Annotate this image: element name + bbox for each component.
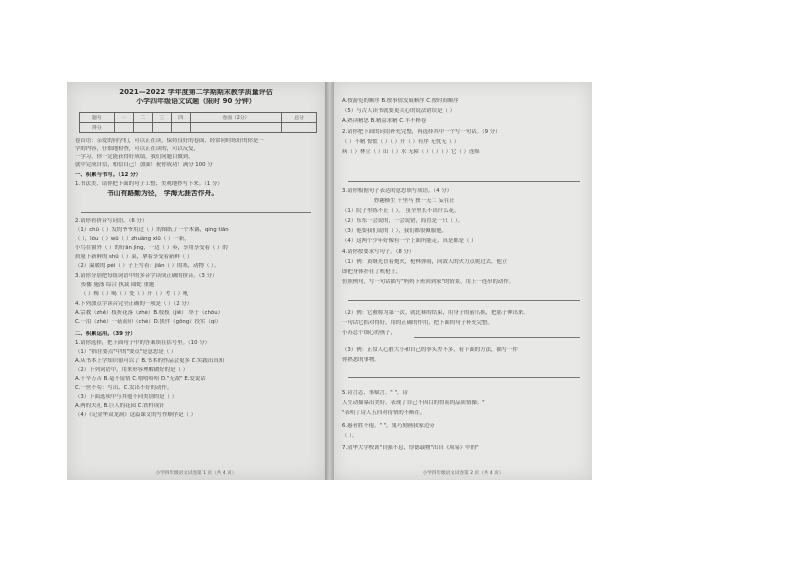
section-heading-1: 一、积累与书写。（12 分） bbox=[75, 172, 141, 178]
question-2c: 小鸟在窗外（ ）的好ān jìng，一边（ ）奏，享用享受着（ ）的 bbox=[75, 245, 228, 251]
question-2b: （ ），lóu（ ）wǔ（ ）zhuāng xiū（ ）一新， bbox=[75, 236, 190, 242]
score-header-cell: 二 bbox=[133, 113, 152, 123]
score-table bbox=[79, 112, 317, 133]
question-line: 小苏总个细心的孩子， bbox=[342, 330, 396, 336]
exam-subtitle: 小学四年级语文试题（限时 90 分钟） bbox=[136, 98, 256, 105]
question-line: （3）他要我们说的（ ），我们都很佩服他。 bbox=[342, 228, 447, 234]
answer-line[interactable] bbox=[348, 300, 580, 301]
polyphone-words: 传播 施涤 综合 执裁 曲蛇 重题 bbox=[81, 282, 155, 288]
instruction-line: 一学习，你一定能获得好成绩，我们同题目做到。 bbox=[75, 154, 194, 160]
question-line: 即把身体扑在了机枪上。 bbox=[342, 269, 402, 275]
question-line: 7.清华大学校训"自强不息，厚德载物"出自《周易》中的" bbox=[342, 445, 479, 451]
question-line: （5）与古人读书就要更关心的说法错误是（ ） bbox=[342, 108, 455, 114]
question-line: "表明了诗人五四对待情的不断在。 bbox=[342, 410, 426, 416]
question-line: 3.请你根据句子表达的意思填写成语。（4 分） bbox=[342, 188, 453, 194]
copy-sentence: 书山有路勤为径， 学海无涯苦作舟。 bbox=[107, 190, 219, 197]
blank-line: 病（ ）林立（ ）山（ ）水 无障（ ）（ ）（ ）它（ ）连绵 bbox=[342, 149, 480, 155]
question-line: 一句话它抓对得好，用的正确的作用，把下面的句子补充完整。 bbox=[342, 320, 493, 326]
page-footer: 小学四年级语文试卷第 2 页（共 4 页） bbox=[422, 471, 504, 476]
score-row-label: 得分 bbox=[80, 123, 115, 133]
option-line: A.熟读精思 B.精益求精 C.半不释卷 bbox=[342, 118, 427, 124]
score-header-cell: 一 bbox=[114, 113, 133, 123]
question-4-options-a: A.宗教（zhě）枝折花落（zhé）B.枝枝（jiē） 举于（chōu） bbox=[75, 310, 223, 316]
score-header-cell: 总分 bbox=[282, 113, 317, 123]
question-5d: A.千辛万苦 B.毫不留情 C.嘻嘻哈哈 D."无敌" E.爱说话 bbox=[75, 376, 206, 382]
question-4: 4.下列加点字读音完全正确的一项是（ ）（2 分） bbox=[75, 301, 193, 307]
score-cell[interactable] bbox=[282, 123, 317, 133]
question-5g: A.两的夫孔 B.巨人的花园 C.铁杵成针 bbox=[75, 403, 165, 409]
score-header-cell: 三 bbox=[152, 113, 171, 123]
score-header-cell: 题号 bbox=[80, 113, 115, 123]
question-5c: （2）下列词语中，用来形容理解做好的是（ ） bbox=[75, 367, 188, 373]
answer-line[interactable] bbox=[414, 337, 580, 338]
question-4-options-b: C.一泪（zhè）一菇而印（chè）D.狭伴（gōng）投实（qí） bbox=[75, 319, 222, 325]
question-5a: （1）"抓住要点"中的"要点"是意思是（ ） bbox=[75, 349, 177, 355]
answer-line[interactable] bbox=[348, 181, 580, 182]
score-header-cell: 四 bbox=[171, 113, 190, 123]
question-5b: A.从书本上学知识很可以了 B.书本的作品会更多 C.实践出真知 bbox=[75, 358, 224, 364]
exam-title: 2021—2022 学年度第二学期期末教学质量评估 bbox=[119, 89, 273, 96]
score-table-header-row bbox=[80, 113, 317, 123]
instruction-line: 卷首语：亲爱的同学们，可以正在读，保持良好的卷面，经常同时练好的你是一 bbox=[75, 138, 264, 144]
question-2: 2.请你看拼音写词语。（6 分） bbox=[75, 218, 148, 224]
question-2a: （1）chū（ ）发的爷爷用过（ ）的图纸了一个木偶，qíng tiān bbox=[75, 227, 229, 233]
question-5: 1.请你选择，把下面句子中的答案填在括号里。（10 分） bbox=[75, 340, 211, 346]
question-line: 6.惠者胜不倦，" "，鬼巧刻画我家边旁 bbox=[342, 423, 435, 429]
question-2e: （2）温暖的 péi（ ）子上写着：jiǎn（ ）的寒，动物（ ）。 bbox=[75, 263, 220, 269]
page-footer: 小学四年级语文试卷第 1 页（共 4 页） bbox=[155, 471, 237, 476]
question-line: （3）例：正常人心脏大小和自己的拳头差不多，看下面的方法，描写一件 bbox=[342, 347, 518, 353]
question-line: （1）院子里练不止（ ）。 虽全里长不出什么花。 bbox=[342, 208, 460, 214]
score-table-row bbox=[80, 123, 317, 133]
question-line: （2）例：它被称为第一次。就比赛的结束，用身子的前爪抓，把那子伸出来。 bbox=[342, 310, 529, 316]
section-heading-2: 二、积累运用。（39 分） bbox=[75, 331, 136, 337]
question-3: 3.请你分别把每组词语中的多音字读成正确的拼音。（3 分） bbox=[75, 273, 218, 279]
question-line: 2.请你把下面的词语补充完整，再选择其中一个写一句话。（9 分） bbox=[342, 129, 501, 135]
question-line: 4.请你按要求写句子。（8 分） bbox=[342, 249, 415, 255]
instruction-line: 学的内容，仔细地检查，可以正在读的，可以反复， bbox=[75, 146, 199, 152]
question-line: 人生动描摹出美好。表现了自己不因目的得而的品质情操；" bbox=[342, 400, 485, 406]
question-line: 5.诗言志，事赋言。" "，诗 bbox=[342, 390, 408, 396]
exam-page-1 bbox=[67, 82, 325, 480]
question-line: 你熟悉的事物。 bbox=[342, 357, 380, 363]
score-cell[interactable] bbox=[133, 123, 152, 133]
question-line: （2）东东一会说的，一会说错，简直是一只（ ）。 bbox=[342, 218, 464, 224]
question-line: 仿照例句，写一句话描写"妈妈下班回到家"的情景，用上一连串的动作。 bbox=[342, 279, 515, 285]
instruction-line: 就中完成自信，相信自己！加油！祝你成功！满分 100 分 bbox=[75, 162, 213, 168]
score-cell[interactable] bbox=[171, 123, 190, 133]
question-line: （ ）。 bbox=[342, 433, 358, 439]
question-2d: 质量下新鲜的 shū（ ）菜，拿着享受着新鲜（ ） bbox=[75, 254, 193, 260]
score-cell[interactable] bbox=[152, 123, 171, 133]
answer-line[interactable] bbox=[81, 212, 311, 213]
question-5f: （3）下面选项中与其他不同类别的是（ ） bbox=[75, 394, 178, 400]
option-line: A.按游览的顺序 B.按事情发展顺序 C.按时间顺序 bbox=[342, 98, 459, 104]
exam-page-2 bbox=[334, 82, 592, 480]
question-line: （4）这两个少年好像有一个上面所能走，真是都是（ ） bbox=[342, 238, 477, 244]
score-cell[interactable] bbox=[190, 123, 282, 133]
idiom-options: 妙趣横生 千里马 独一无二 妄在止 bbox=[374, 198, 455, 204]
question-line: （1）例：黄继光冒着炮火，枪林弹雨，向敌人的火力点爬过去，他立 bbox=[342, 259, 508, 265]
question-5e: C.一丝不苟：写出、C.发出不好的动作。 bbox=[75, 385, 173, 391]
page-fold bbox=[325, 82, 334, 480]
blank-line: （ ）不精 惊慌（ ）（ ）升（ ）有序 无忧无（ ） bbox=[342, 139, 460, 145]
score-cell[interactable] bbox=[114, 123, 133, 133]
question-5h: （4）《记金华双龙洞》这篇课文的写作顺序是（ ） bbox=[75, 412, 197, 418]
polyphone-blanks: （ ）梅（ ）喝（ ）处（ ）升（ ）考（ ）吼 bbox=[81, 291, 189, 297]
score-header-cell: 卷面（2分） bbox=[190, 113, 282, 123]
answer-line[interactable] bbox=[348, 377, 580, 378]
question-1: 1.书法美，请你把下面的句子工整、美观地抄写下来。（1 分） bbox=[75, 181, 223, 187]
